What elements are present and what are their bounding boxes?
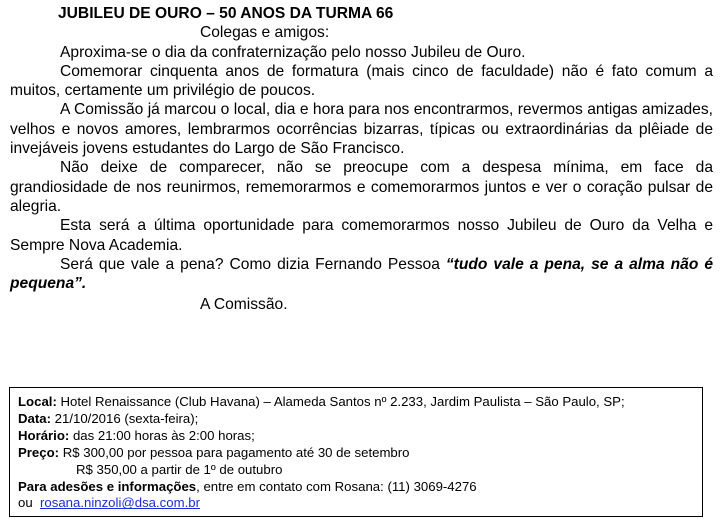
paragraph-4: Não deixe de comparecer, não se preocupe com a despesa mínima, em face da grandiosidade de nos reunirmos, rememorarmos e comemorarmos juntos e ver o coração pulsar de alegria.	[10, 159, 713, 215]
info-data	[18, 411, 694, 428]
paragraph-1: Aproxima-se o dia da confraternização pelo nosso Jubileu de Ouro.	[60, 43, 526, 61]
paragraph-6-text: Será que vale a pena? Como dizia Fernando Pessoa	[60, 255, 446, 273]
info-preco-2	[18, 462, 694, 479]
salutation: Colegas e amigos:	[200, 24, 330, 42]
local-value: Hotel Renaissance (Club Havana) – Alameda Santos nº 2.233, Jardim Paulista – São Paulo, SP;	[56, 394, 625, 409]
horario-value: das 21:00 horas às 2:00 horas;	[69, 427, 255, 443]
paragraph-3: A Comissão já marcou o local, dia e hora para nos encontrarmos, revermos antigas amizades, velhos e novos amores, lembrarmos ocorrências bizarras, típicas ou extraordinárias da plêiade de invejáveis jovens estudantes do Largo de São Francisco.	[10, 101, 713, 158]
pessoa-quote: “tudo vale a pena, se a alma não é pequena”.	[10, 255, 713, 293]
email-prefix: ou	[18, 495, 40, 511]
signature: A Comissão.	[200, 296, 288, 314]
paragraph-6	[10, 255, 713, 294]
preco-label: Preço:	[18, 444, 60, 460]
info-adesoes	[18, 479, 694, 496]
data-value: 21/10/2016 (sexta-feira);	[50, 410, 199, 426]
info-horario	[18, 428, 694, 445]
preco-value-1: R$ 300,00 por pessoa para pagamento até 30 de setembro	[59, 444, 410, 460]
data-label: Data:	[18, 410, 51, 426]
info-preco	[18, 445, 694, 462]
paragraph-2: Comemorar cinquenta anos de formatura (mais cinco de faculdade) não é fato comum a muitos, certamente um privilégio de poucos.	[10, 62, 713, 100]
info-local	[18, 394, 694, 411]
letter-title: JUBILEU DE OURO – 50 ANOS DA TURMA 66	[58, 5, 394, 22]
event-info-box	[9, 387, 703, 517]
email-link[interactable]: rosana.ninzoli@dsa.com.br	[40, 495, 200, 511]
adesoes-label: Para adesões e informações	[18, 478, 197, 494]
horario-label: Horário:	[18, 427, 70, 443]
local-label: Local:	[18, 394, 57, 409]
info-email	[18, 495, 694, 512]
preco-value-2: R$ 350,00 a partir de 1º de outubro	[76, 461, 283, 477]
adesoes-value: , entre em contato com Rosana: (11) 3069-4276	[196, 478, 477, 494]
letter	[10, 4, 713, 315]
paragraph-5: Esta será a última oportunidade para comemorarmos nosso Jubileu de Ouro da Velha e Sempre Nova Academia.	[10, 217, 713, 254]
